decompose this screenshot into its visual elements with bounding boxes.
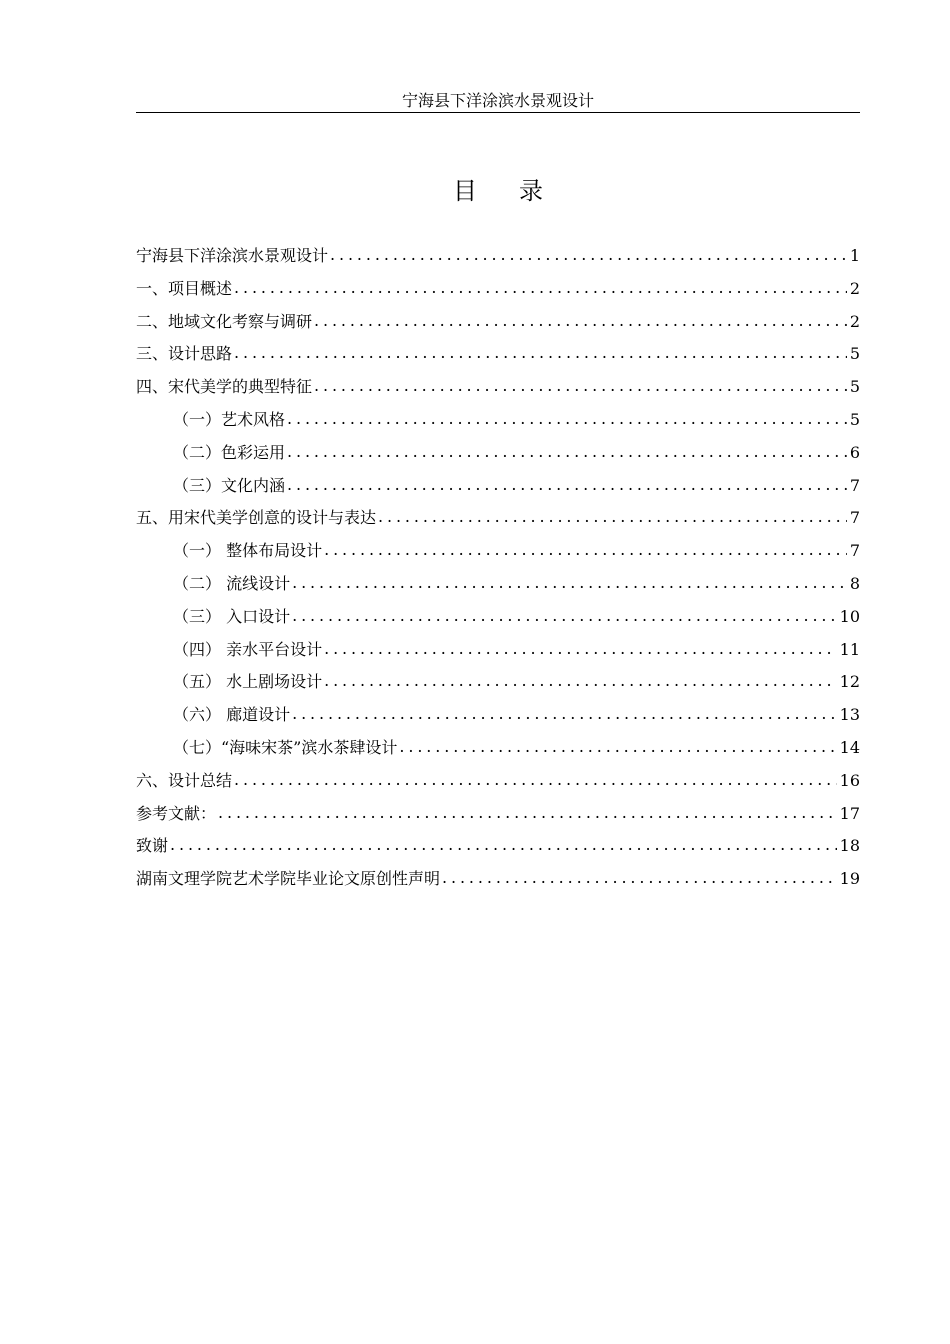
toc-entry-page-number: 18 (839, 836, 860, 856)
toc-entry[interactable] (136, 437, 860, 470)
toc-entry[interactable] (136, 338, 860, 371)
toc-entry[interactable] (136, 273, 860, 306)
toc-dot-leader (218, 797, 837, 830)
toc-dot-leader (378, 501, 847, 534)
toc-entry-page-number: 2 (849, 278, 860, 298)
toc-entry[interactable] (136, 371, 860, 404)
toc-entry-text: 五、用宋代美学创意的设计与表达 (136, 508, 377, 528)
toc-dot-leader (292, 698, 837, 731)
toc-entry-page-number: 1 (849, 246, 860, 265)
toc-entry-page-number: 6 (849, 442, 860, 462)
toc-entry-text: 一、项目概述 (136, 278, 233, 298)
toc-dot-leader (399, 731, 836, 764)
toc-entry-text: 参考文献： (136, 803, 217, 823)
toc-entry-page-number: 7 (849, 508, 860, 528)
toc-dot-leader (234, 272, 847, 305)
toc-entry-text: 宁海县下洋涂滨水景观设计 (136, 246, 329, 265)
toc-dot-leader (287, 436, 847, 469)
toc-entry[interactable] (136, 765, 860, 798)
toc-entry[interactable] (136, 240, 860, 273)
toc-entry[interactable] (136, 535, 860, 568)
toc-dot-leader (292, 600, 837, 633)
toc-dot-leader (234, 764, 837, 797)
toc-dot-leader (314, 370, 847, 403)
toc-entry[interactable] (136, 502, 860, 535)
toc-entry-page-number: 5 (849, 377, 860, 397)
toc-entry-text: （三）文化内涵 (173, 475, 286, 495)
toc-entry-text: 湖南文理学院艺术学院毕业论文原创性声明 (136, 869, 441, 889)
toc-dot-leader (324, 665, 837, 698)
toc-entry-text: 六、设计总结 (136, 770, 233, 790)
toc-entry[interactable] (136, 470, 860, 503)
toc-entry-text: （一） 整体布局设计 (173, 541, 323, 561)
toc-dot-leader (330, 239, 847, 272)
toc-entry-text: 四、宋代美学的典型特征 (136, 377, 313, 397)
toc-dot-leader (287, 469, 847, 502)
toc-entry-page-number: 12 (839, 672, 860, 692)
toc-entry[interactable] (136, 404, 860, 437)
toc-entry[interactable] (136, 666, 860, 699)
toc-dot-leader (287, 403, 847, 436)
toc-dot-leader (170, 829, 837, 862)
toc-entry[interactable] (136, 306, 860, 339)
toc-list (136, 240, 860, 896)
toc-entry-page-number: 17 (839, 803, 860, 823)
toc-entry-page-number: 13 (839, 705, 860, 725)
toc-entry-page-number: 16 (839, 770, 860, 790)
toc-entry[interactable] (136, 798, 860, 831)
toc-entry-page-number: 11 (839, 639, 860, 659)
toc-entry-text: 致谢 (136, 836, 169, 856)
header-rule (136, 112, 860, 113)
toc-entry-text: （二） 流线设计 (173, 573, 291, 593)
toc-entry-page-number: 10 (839, 606, 860, 626)
toc-entry-text: （五） 水上剧场设计 (173, 672, 323, 692)
toc-entry-text: 三、设计思路 (136, 344, 233, 364)
toc-title: 目录 (453, 177, 585, 205)
toc-entry-page-number: 19 (839, 869, 860, 889)
toc-entry[interactable] (136, 732, 860, 765)
toc-entry-page-number: 8 (849, 573, 860, 593)
toc-entry[interactable] (136, 863, 860, 896)
toc-entry-text: （七）“海味宋茶”滨水茶肆设计 (173, 737, 398, 757)
toc-dot-leader (324, 633, 837, 666)
toc-dot-leader (292, 567, 847, 600)
toc-entry-text: 二、地域文化考察与调研 (136, 311, 313, 331)
toc-entry[interactable] (136, 601, 860, 634)
toc-entry[interactable] (136, 699, 860, 732)
toc-dot-leader (314, 305, 847, 338)
toc-entry-page-number: 7 (849, 541, 860, 561)
toc-dot-leader (442, 862, 837, 895)
toc-entry-text: （二）色彩运用 (173, 442, 286, 462)
toc-entry-page-number: 5 (849, 409, 860, 429)
toc-entry-page-number: 2 (849, 311, 860, 331)
toc-dot-leader (234, 337, 847, 370)
toc-dot-leader (324, 534, 847, 567)
toc-entry-page-number: 14 (839, 737, 860, 757)
toc-entry-text: （六） 廊道设计 (173, 705, 291, 725)
toc-entry[interactable] (136, 634, 860, 667)
toc-entry-text: （四） 亲水平台设计 (173, 639, 323, 659)
toc-entry-text: （一）艺术风格 (173, 409, 286, 429)
toc-entry[interactable] (136, 568, 860, 601)
toc-entry-page-number: 7 (849, 475, 860, 495)
toc-entry-text: （三） 入口设计 (173, 606, 291, 626)
toc-entry[interactable] (136, 830, 860, 863)
toc-entry-page-number: 5 (849, 344, 860, 364)
running-header: 宁海县下洋涂滨水景观设计 (401, 91, 594, 110)
